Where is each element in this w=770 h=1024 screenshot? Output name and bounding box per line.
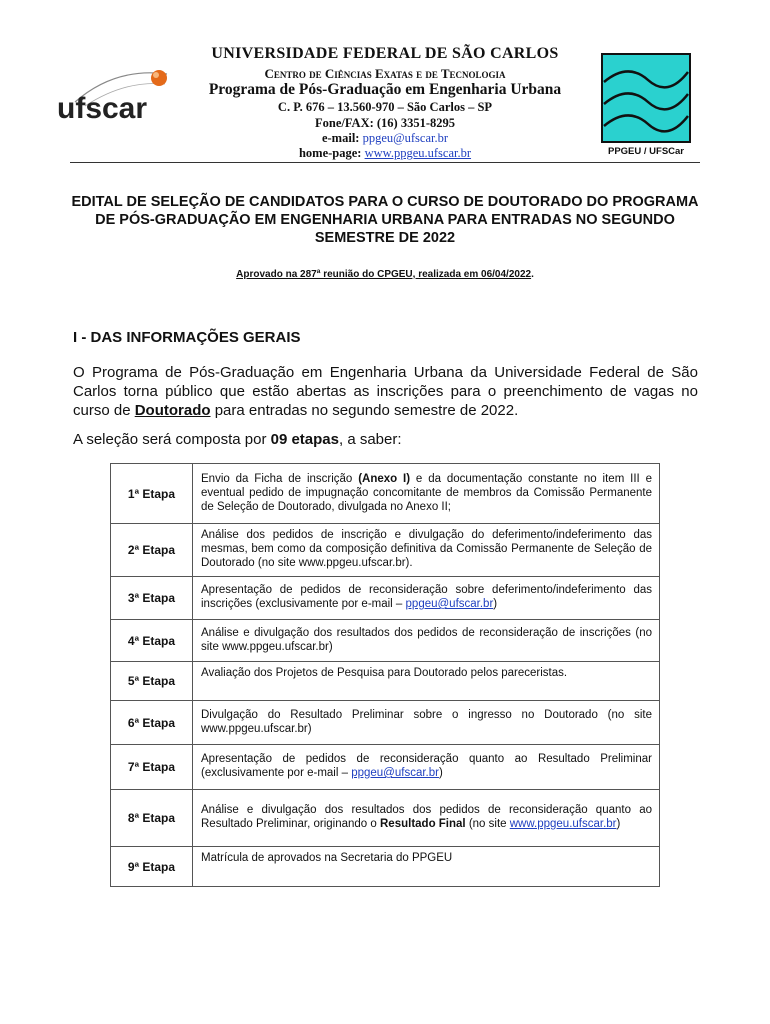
stage-description: Análise e divulgação dos resultados dos pedidos de reconsideração de inscrições (no site www.ppgeu.ufscar.br) — [193, 620, 660, 662]
stages-intro-1: A seleção será composta por — [73, 431, 271, 448]
stages-intro — [73, 431, 402, 448]
table-row — [111, 620, 660, 662]
stage-description: Envio da Ficha de inscrição (Anexo I) e da documentação constante no item III e eventual pedido de impugnação concomitante de membros da Comissão Permanente de Seleção de Doutorado, divulgada no Anexo II; — [193, 464, 660, 524]
ufscar-logo-text: ufscar — [57, 92, 148, 125]
stage-label: 8ª Etapa — [111, 790, 193, 847]
table-row — [111, 790, 660, 847]
table-row — [111, 745, 660, 790]
ufscar-logo — [55, 62, 175, 132]
homepage-link[interactable]: www.ppgeu.ufscar.br — [364, 146, 472, 160]
stage-label: 9ª Etapa — [111, 847, 193, 887]
postal-address: C. P. 676 – 13.560-970 – São Carlos – SP — [277, 100, 493, 114]
letterhead — [0, 0, 770, 165]
table-row — [111, 577, 660, 620]
stages-intro-2: , a saber: — [339, 431, 402, 448]
stage-label: 4ª Etapa — [111, 620, 193, 662]
intro-text-2: para entradas no segundo semestre de 2022. — [210, 402, 519, 419]
ppgeu-logo-caption: PPGEU / UFSCar — [607, 146, 685, 157]
stage-description: Divulgação do Resultado Preliminar sobre o ingresso no Doutorado (no site www.ppgeu.ufscar.br) — [193, 701, 660, 745]
program-name: Programa de Pós-Graduação em Engenharia Urbana — [208, 81, 562, 98]
table-row — [111, 701, 660, 745]
intro-text-bold: Doutorado — [134, 402, 211, 419]
approval-note-period: . — [531, 269, 534, 280]
stages-intro-bold: 09 etapas — [270, 431, 339, 448]
stage-description: Análise e divulgação dos resultados dos pedidos de reconsideração quanto ao Resultado Preliminar, originando o Resultado Final (no site www.ppgeu.ufscar.br) — [193, 790, 660, 847]
stage-description: Análise dos pedidos de inscrição e divulgação do deferimento/indeferimento das mesmas, bem como da composição definitiva da Comissão Permanente de Seleção de Doutorado (no site www.ppgeu.ufscar.br). — [193, 524, 660, 577]
table-row — [111, 662, 660, 701]
email-label: e-mail: — [321, 131, 360, 145]
table-row — [111, 847, 660, 887]
stage-description: Apresentação de pedidos de reconsideração sobre deferimento/indeferimento das inscrições (exclusivamente por e-mail – ppgeu@ufscar.br) — [193, 577, 660, 620]
homepage-line — [180, 146, 590, 161]
email-line — [180, 131, 590, 146]
approval-note — [70, 269, 700, 280]
stage-description: Apresentação de pedidos de reconsideração quanto ao Resultado Preliminar (exclusivamente por e-mail – ppgeu@ufscar.br) — [193, 745, 660, 790]
header-divider — [70, 162, 700, 163]
email-link[interactable]: ppgeu@ufscar.br — [362, 131, 449, 145]
university-name: UNIVERSIDADE FEDERAL DE SÃO CARLOS — [211, 45, 559, 62]
email-link[interactable]: ppgeu@ufscar.br — [405, 598, 494, 610]
phone-fax: Fone/FAX: (16) 3351-8295 — [314, 116, 456, 130]
stages-table — [110, 463, 660, 887]
email-link[interactable]: ppgeu@ufscar.br — [351, 767, 439, 779]
table-row — [111, 464, 660, 524]
stage-label: 3ª Etapa — [111, 577, 193, 620]
notice-title: EDITAL DE SELEÇÃO DE CANDIDATOS PARA O CURSO DE DOUTORADO DO PROGRAMA DE PÓS-GRADUAÇÃO EM ENGENHARIA URBANA PARA ENTRADAS NO SEGUNDO SEMESTRE DE 2022 — [71, 194, 699, 246]
homepage-link[interactable]: www.ppgeu.ufscar.br — [509, 818, 617, 830]
stage-description: Matrícula de aprovados na Secretaria do PPGEU — [193, 847, 660, 887]
stage-label: 5ª Etapa — [111, 662, 193, 701]
stage-label: 7ª Etapa — [111, 745, 193, 790]
section-heading: I - DAS INFORMAÇÕES GERAIS — [73, 329, 301, 346]
stage-label: 1ª Etapa — [111, 464, 193, 524]
stage-label: 6ª Etapa — [111, 701, 193, 745]
stage-label: 2ª Etapa — [111, 524, 193, 577]
ppgeu-logo — [598, 52, 694, 160]
intro-text-1: O Programa de Pós-Graduação em Engenharia Urbana da Universidade Federal de São Carlos torna público que estão abertas as inscrições para o preenchimento de vagas no curso de — [73, 364, 698, 419]
approval-note-text: Aprovado na 287ª reunião do CPGEU, realizada em 06/04/2022 — [236, 269, 532, 280]
table-row — [111, 524, 660, 577]
stage-description: Avaliação dos Projetos de Pesquisa para Doutorado pelos pareceristas. — [193, 662, 660, 701]
homepage-label: home-page: — [298, 146, 362, 160]
centre-name: Centro de Ciências Exatas e de Tecnologia — [264, 66, 506, 81]
intro-paragraph — [73, 363, 698, 420]
